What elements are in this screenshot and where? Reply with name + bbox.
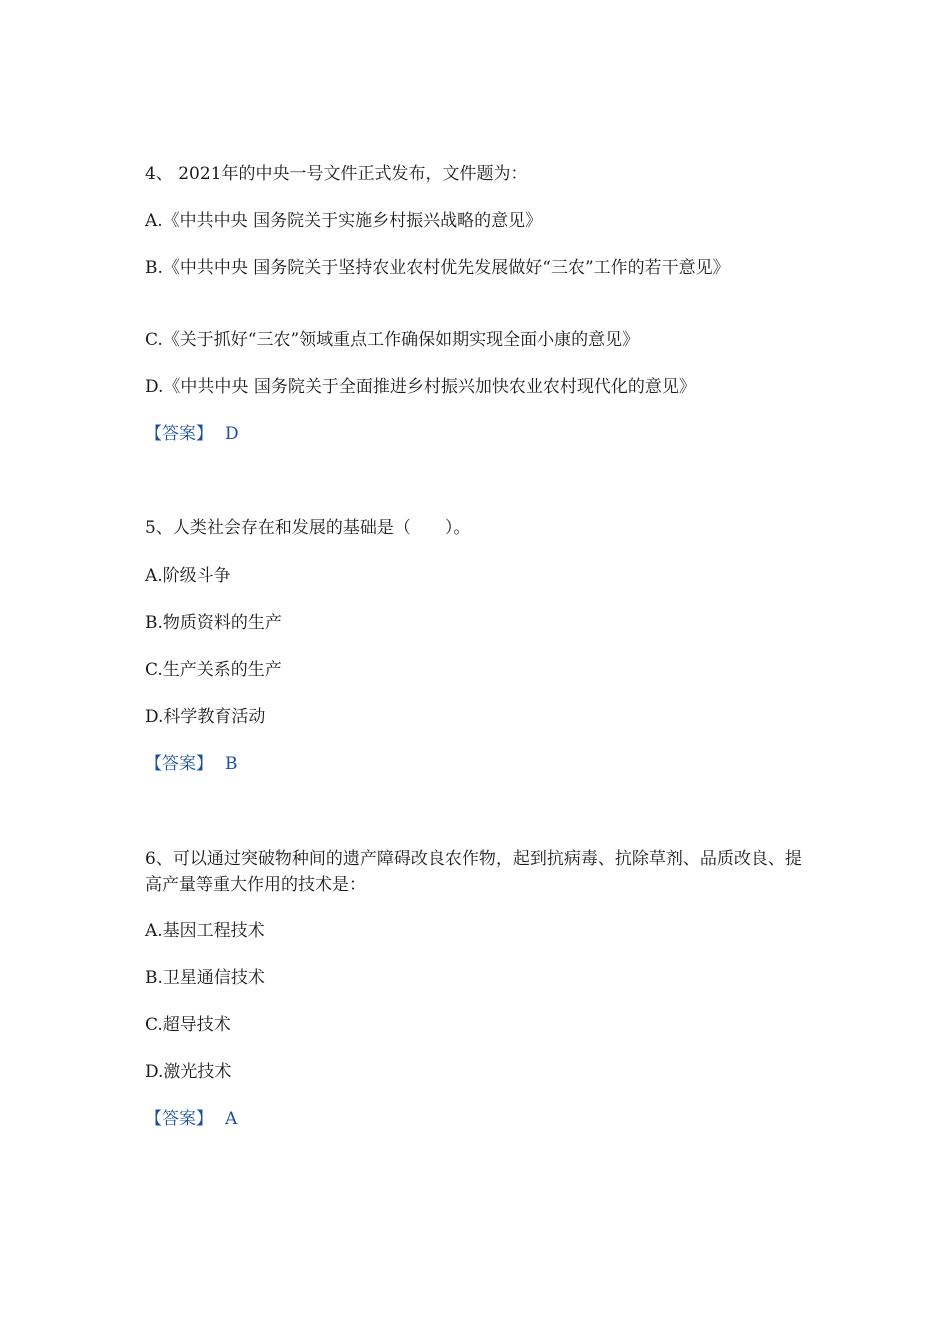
question-6-option-c: C.超导技术: [145, 1015, 231, 1035]
question-6-answer: [145, 1107, 815, 1131]
question-6-option-d: D.激光技术: [145, 1062, 232, 1082]
question-4-option-c: C.《关于抓好“三农”领域重点工作确保如期实现全面小康的意见》: [145, 330, 640, 350]
question-5-option-b: B.物质资料的生产: [145, 613, 282, 633]
question-5-option-a: A.阶级斗争: [145, 566, 231, 586]
answer-value: A: [225, 1109, 238, 1129]
answer-value: D: [225, 424, 239, 444]
answer-value: B: [225, 754, 238, 774]
question-6-option-a: A.基因工程技术: [145, 921, 265, 941]
question-6-option-b: B.卫星通信技术: [145, 968, 265, 988]
answer-label: 【答案】: [145, 754, 213, 774]
question-4-option-b: B.《中共中央 国务院关于坚持农业农村优先发展做好“三农”工作的若干意见》: [145, 258, 730, 278]
answer-label: 【答案】: [145, 1109, 213, 1129]
question-5-option-c: C.生产关系的生产: [145, 660, 282, 680]
question-5-stem: 5、人类社会存在和发展的基础是（ ）。: [145, 518, 471, 538]
question-5-option-d: D.科学教育活动: [145, 707, 266, 727]
answer-label: 【答案】: [145, 424, 213, 444]
question-4-answer: [145, 422, 815, 446]
question-6-stem: 6、可以通过突破物种间的遗产障碍改良农作物，起到抗病毒、抗除草剂、品质改良、提高产量等重大作用的技术是：: [145, 849, 802, 895]
question-4-option-d: D.《中共中央 国务院关于全面推进乡村振兴加快农业农村现代化的意见》: [145, 377, 696, 397]
question-5-answer: [145, 752, 815, 776]
question-4-stem: 4、 2021年的中央一号文件正式发布，文件题为：: [145, 164, 528, 184]
question-4-option-a: A.《中共中央 国务院关于实施乡村振兴战略的意见》: [145, 211, 543, 231]
